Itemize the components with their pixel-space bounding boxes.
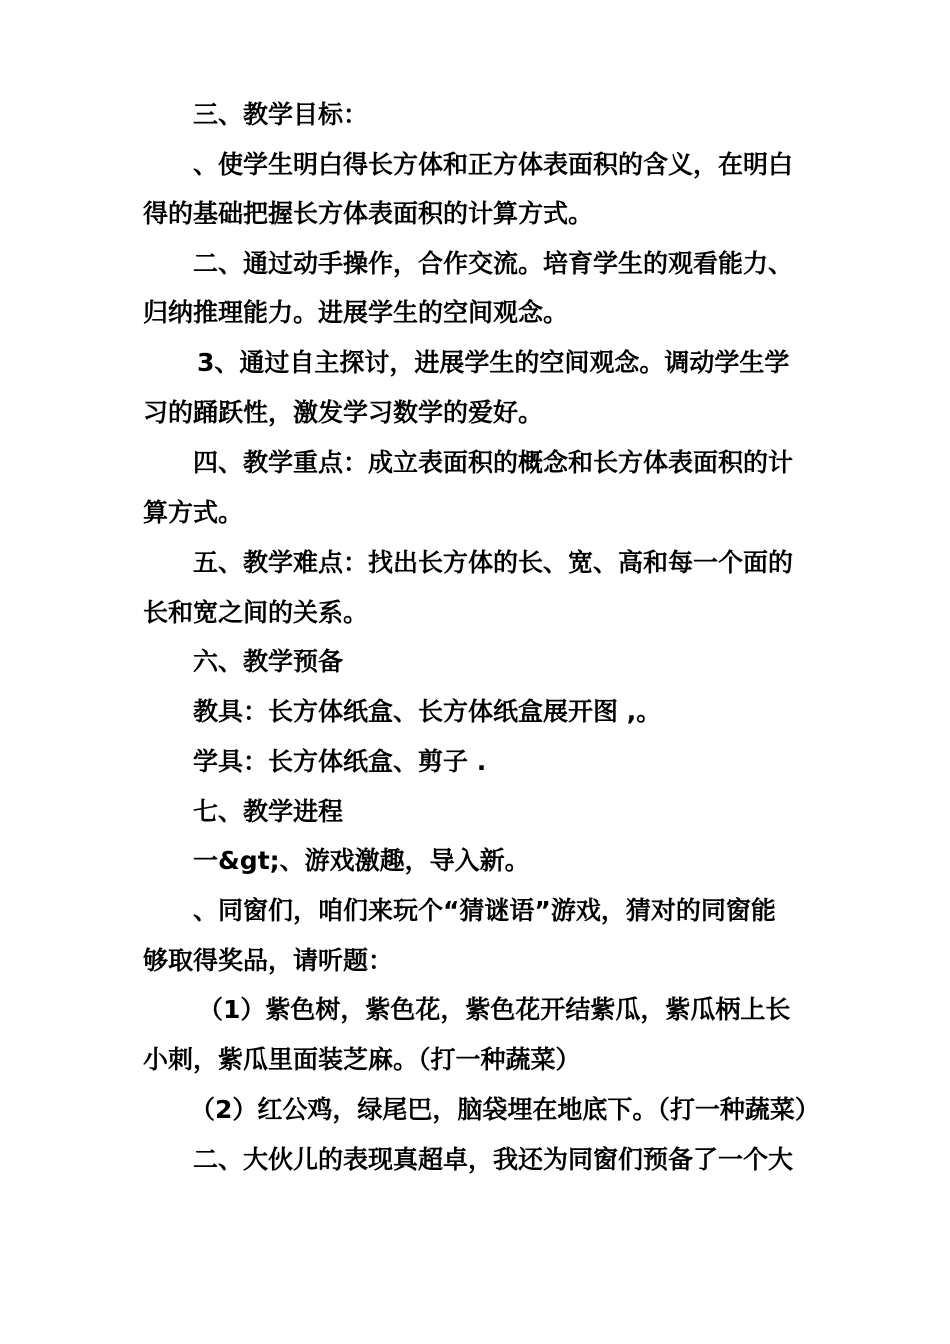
riddle-line: 小刺，紫瓜里面装芝麻。（打一种蔬菜） [143, 1045, 581, 1074]
section-heading-preparation: 六、教学预备 [193, 647, 344, 676]
paragraph-line: 够取得奖品，请听题： [143, 946, 394, 975]
section-heading-key-points: 四、教学重点：成立表面积的概念和长方体表面积的计 [193, 448, 794, 477]
paragraph-line: 归纳推理能力。进展学生的空间观念。 [143, 298, 569, 327]
paragraph-line: 教具：长方体纸盒、长方体纸盒展开图 ,。 [193, 697, 662, 726]
section-heading-difficulties: 五、教学难点：找出长方体的长、宽、高和每一个面的 [193, 548, 794, 577]
paragraph-line: 学具：长方体纸盒、剪子 . [193, 747, 487, 776]
paragraph-line: 、同窗们，咱们来玩个“猜谜语”游戏，猜对的同窗能 [193, 896, 776, 925]
paragraph-line: 长和宽之间的关系。 [143, 598, 369, 627]
section-heading-teaching-goals: 三、教学目标： [193, 100, 369, 129]
paragraph-line: 二、通过动手操作，合作交流。培育学生的观看能力、 [193, 249, 794, 278]
paragraph-line: 二、大伙儿的表现真超卓，我还为同窗们预备了一个大 [193, 1145, 794, 1174]
paragraph-line: 算方式。 [143, 498, 244, 527]
paragraph-line: 3、通过自主探讨，进展学生的空间观念。调动学生学 [197, 348, 790, 377]
paragraph-line: 、使学生明白得长方体和正方体表面积的含义，在明白 [193, 150, 794, 179]
paragraph-line: 一&gt;、游戏激趣，导入新。 [193, 846, 530, 875]
paragraph-line: 习的踊跃性，激发学习数学的爱好。 [143, 398, 544, 427]
riddle-line: （2）红公鸡，绿尾巴，脑袋埋在地底下。（打一种蔬菜） [190, 1095, 820, 1124]
paragraph-line: 得的基础把握长方体表面积的计算方式。 [143, 199, 594, 228]
section-heading-process: 七、教学进程 [193, 797, 344, 826]
riddle-line: （1）紫色树，紫色花，紫色花开结紫瓜，紫瓜柄上长 [198, 995, 791, 1024]
